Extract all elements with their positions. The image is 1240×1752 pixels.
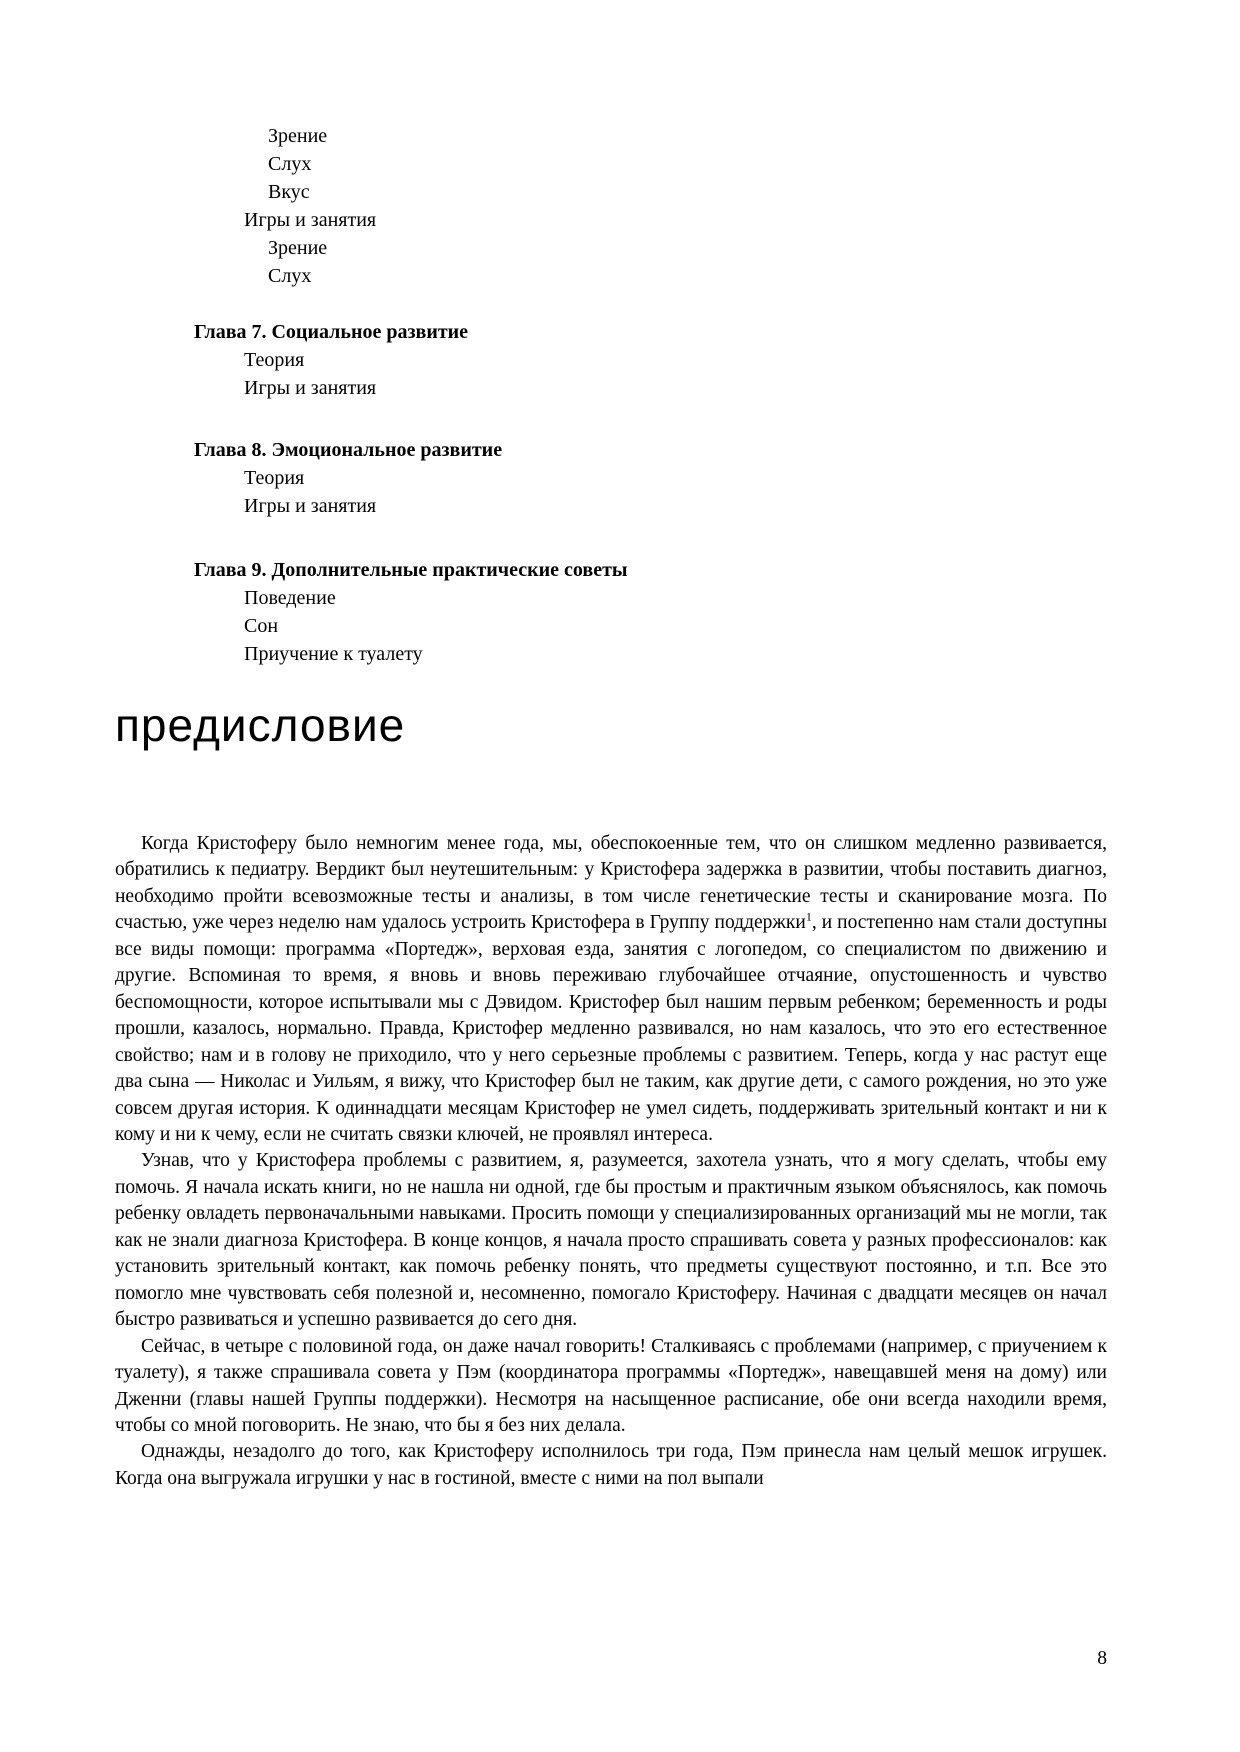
- toc-item: Игры и занятия: [244, 495, 377, 517]
- toc-item: Приучение к туалету: [244, 643, 423, 665]
- toc-chapter-title: Глава 8. Эмоциональное развитие: [194, 439, 503, 461]
- toc-chapter-9: [115, 556, 1107, 668]
- toc-item: Поведение: [244, 587, 336, 609]
- toc-item: Теория: [244, 467, 305, 489]
- toc-item: Зрение: [268, 125, 328, 147]
- toc-chapter-title: Глава 7. Социальное развитие: [194, 321, 469, 343]
- body-paragraph: [115, 831, 1107, 1148]
- preface-heading: предисловие: [115, 699, 406, 751]
- toc-chapter-8: [115, 436, 1107, 520]
- toc-item: Игры и занятия: [244, 209, 377, 231]
- toc-chapter-title: Глава 9. Дополнительные практические советы: [194, 559, 628, 581]
- toc-item: Теория: [244, 349, 305, 371]
- toc-item: Сон: [244, 615, 279, 637]
- paragraph-text: , и постепенно нам стали доступны все виды помощи: программа «Портедж», верховая езда, занятия с логопедом, со специалистом по движению и другие. Вспоминая то время, я вновь и вновь переживаю глубочайшее отчаяние, опустошенность и чувство беспомощности, которое испытывали мы с Дэвидом. Кристофер был нашим первым ребенком; беременность и роды прошли, казалось, нормально. Правда, Кристофер медленно развивался, но нам казалось, что это его естественное свойство; нам и в голову не приходило, что у него серьезные проблемы с развитием. Теперь, когда у нас растут еще два сына — Николас и Уильям, я вижу, что Кристофер был не таким, как другие дети, с самого рождения, но это уже совсем другая история. К одиннадцати месяцам Кристофер не умел сидеть, поддерживать зрительный контакт и ни к кому и ни к чему, если не считать связки ключей, не проявлял интереса.: [115, 912, 1107, 1145]
- page-number: 8: [1097, 1648, 1107, 1669]
- toc-item: Слух: [268, 153, 312, 175]
- toc-item: Вкус: [268, 181, 310, 203]
- page-footer: [115, 1648, 1107, 1670]
- body-paragraph: Сейчас, в четыре с половиной года, он даже начал говорить! Сталкиваясь с проблемами (например, с приучением к туалету), я также спрашивала совета у Пэм (координатора программы «Портедж», навещавшей меня на дому) или Дженни (главы нашей Группы поддержки). Несмотря на насыщенное расписание, обе они всегда находили время, чтобы со мной поговорить. Не знаю, что бы я без них делала.: [115, 1335, 1107, 1436]
- paragraph-text: Когда Кристоферу было немногим менее года, мы, обеспокоенные тем, что он слишком медленно развивается, обратились к педиатру. Вердикт был неутешительным: у Кристофера задержка в развитии, чтобы поставить диагноз, необходимо пройти всевозможные тесты и анализы, в том числе генетические тесты и сканирование мозга. По счастью, уже через неделю нам удалось устроить Кристофера в Группу поддержки: [115, 833, 1107, 934]
- toc-chapter-7: [115, 318, 1107, 402]
- body-paragraph: Однажды, незадолго до того, как Кристоферу исполнилось три года, Пэм принесла нам целый мешок игрушек. Когда она выгружала игрушки у нас в гостиной, вместе с ними на пол выпали: [115, 1441, 1107, 1489]
- toc-continuation: [115, 122, 1107, 290]
- footnote-marker: 1: [805, 909, 812, 924]
- body-paragraph: Узнав, что у Кристофера проблемы с развитием, я, разумеется, захотела узнать, что я могу сделать, чтобы ему помочь. Я начала искать книги, но не нашла ни одной, где бы простым и практичным языком объяснялось, как помочь ребенку овладеть первоначальными навыками. Просить помощи у специализированных организаций мы не могли, так как не знали диагноза Кристофера. В конце концов, я начала просто спрашивать совета у разных профессионалов: как установить зрительный контакт, как помочь ребенку понять, что предметы существуют постоянно, и т.п. Все это помогло мне чувствовать себя полезной и, несомненно, помогало Кристоферу. Начиная с двадцати месяцев он начал быстро развиваться и успешно развивается до сего дня.: [115, 1150, 1107, 1331]
- preface-body: [115, 831, 1107, 1492]
- toc-item: Слух: [268, 265, 312, 287]
- toc-item: Зрение: [268, 237, 328, 259]
- toc-item: Игры и занятия: [244, 377, 377, 399]
